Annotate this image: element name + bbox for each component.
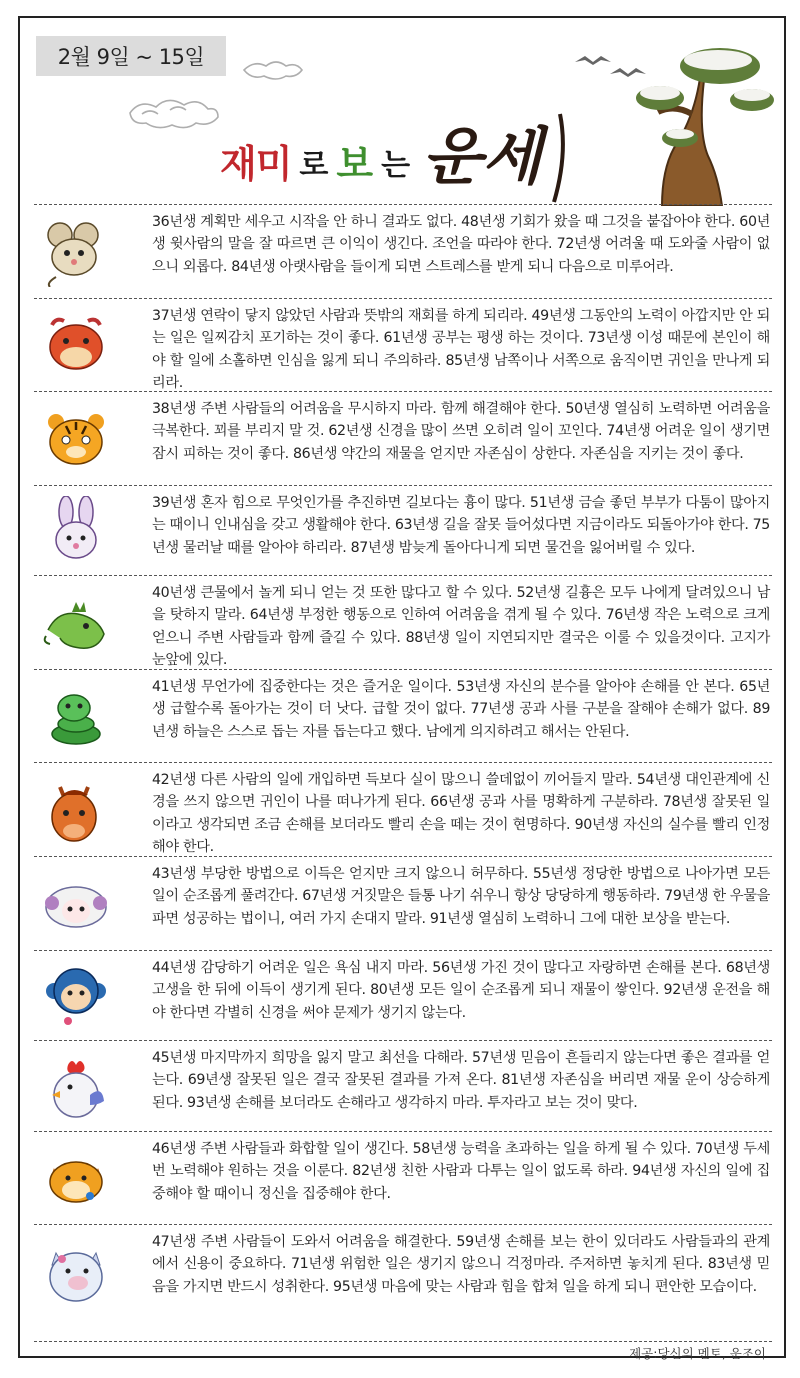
title-part-1: 재미 xyxy=(220,142,292,186)
entry-text: 46년생 주변 사람들과 화합할 일이 생긴다. 58년생 능력을 초과하는 일을 하게 될 수 있다. 70년생 두세 번 노력해야 원하는 것을 이룬다. 82년생 친한 사람과 다투는 일이 없도록 하라. 94년생 자신의 일에 집중해야 할 때이니 정신을 집중해야 한다. xyxy=(152,1141,770,1202)
title-part-3: 보 xyxy=(336,142,374,186)
ox-icon xyxy=(42,311,110,379)
divider xyxy=(34,1341,772,1342)
entry-sheep xyxy=(34,856,772,950)
rabbit-icon xyxy=(42,496,110,564)
bird-icon xyxy=(575,56,646,77)
dog-icon xyxy=(42,1146,110,1214)
entry-text: 47년생 주변 사람들이 도와서 어려움을 해결한다. 59년생 손해를 보는 한이 있더라도 사람들과의 관계에서 신용이 중요하다. 71년생 위험한 일은 생기지 않으니 걱정마라. 주저하면 놓치게 된다. 83년생 믿음을 가지면 반드시 성취한다. 95년생 마음에 맞는 사람과 힘을 합쳐 일을 하게 되니 편안한 모습이다. xyxy=(152,1234,770,1295)
entry-text: 44년생 감당하기 어려운 일은 욕심 내지 마라. 56년생 가진 것이 많다고 자랑하면 손해를 본다. 68년생 고생을 한 뒤에 이득이 생기게 된다. 80년생 모든 일이 순조롭게 되니 재물이 쌓인다. 92년생 운전을 해야 한다면 각별히 신경을 써야 문제가 생기지 않는다. xyxy=(152,960,770,1021)
horse-icon xyxy=(42,777,110,845)
rat-icon xyxy=(42,219,110,287)
fortune-list xyxy=(34,204,772,1321)
entry-text: 36년생 계획만 세우고 시작을 안 하니 결과도 없다. 48년생 기회가 왔을 때 그것을 붙잡아야 한다. 60년생 윗사람의 말을 잘 따르면 큰 이익이 생긴다. 조언을 따라야 한다. 72년생 어려울 때 도와줄 사람이 없으니 외롭다. 84년생 아랫사람을 들이게 되면 스트레스를 받게 되니 다음으로 미루어라. xyxy=(152,214,770,275)
title-part-2: 로 xyxy=(299,148,329,183)
title-part-5: 운세 xyxy=(422,120,542,193)
entry-rat xyxy=(34,204,772,298)
entry-snake xyxy=(34,669,772,762)
pig-icon xyxy=(42,1239,110,1307)
rooster-icon xyxy=(42,1055,110,1123)
entry-text: 43년생 부당한 방법으로 이득은 얻지만 크지 않으니 허무하다. 55년생 정당한 방법으로 나아가면 모든 일이 순조롭게 풀려간다. 67년생 거짓말은 들통 나기 쉬우니 항상 당당하게 행동하라. 79년생 한 우물을 파면 성공하는 법이니, 여러 가지 손대지 말라. 91년생 열심히 노력하니 그에 대한 보상을 받는다. xyxy=(152,866,770,927)
dragon-icon xyxy=(42,590,110,658)
entry-ox xyxy=(34,298,772,391)
entry-text: 39년생 혼자 힘으로 무엇인가를 추진하면 길보다는 흉이 많다. 51년생 금슬 좋던 부부가 다툼이 많아지는 때이니 인내심을 갖고 생활해야 한다. 63년생 길을 잘못 들어섰다면 지금이라도 되돌아가야 한다. 75년생 물러날 때를 알아야 하리라. 87년생 밤늦게 돌아다니게 되면 물건을 잃어버릴 수 있다. xyxy=(152,495,770,556)
entry-horse xyxy=(34,762,772,856)
entry-text: 42년생 다른 사람의 일에 개입하면 득보다 실이 많으니 쓸데없이 끼어들지 말라. 54년생 대인관계에 신경을 쓰지 않으면 귀인이 나를 떠나가게 된다. 66년생 공과 사를 명확하게 구분하라. 78년생 잘못된 일이라고 생각되면 조금 손해를 보더라도 빨리 손을 떼는 것이 현명하다. 90년생 자신의 실수를 빨리 인정해야 한다. xyxy=(152,772,770,856)
date-range-label: 2월 9일 ~ 15일 xyxy=(36,36,226,76)
entry-rooster xyxy=(34,1040,772,1131)
entry-text: 37년생 연락이 닿지 않았던 사람과 뜻밖의 재회를 하게 되리라. 49년생 그동안의 노력이 아깝지만 안 되는 일은 일찌감치 포기하는 것이 좋다. 61년생 공부는 평생 하는 것이다. 73년생 이성 때문에 본인이 해야 할 일에 소홀하면 인심을 잃게 되니 주의하라. 85년생 남쪽이나 서쪽으로 움직이면 귀인을 만나게 되리라. xyxy=(152,308,770,392)
brush-stroke xyxy=(554,114,563,202)
credit-text: 제공:당신의 멘토, 운조이 xyxy=(629,1346,766,1361)
entry-text: 41년생 무언가에 집중한다는 것은 즐거운 일이다. 53년생 자신의 분수를 알아야 손해를 안 본다. 65년생 급할수록 돌아가는 것이 더 낫다. 급할 것이 없다. 77년생 공과 사를 구분을 잘해야 손해가 없다. 89년생 하늘은 스스로 돕는 자를 돕는다고 했다. 남에게 의지하려고 해서는 안된다. xyxy=(152,679,770,740)
entry-pig xyxy=(34,1224,772,1321)
tiger-icon xyxy=(42,406,110,474)
entry-monkey xyxy=(34,950,772,1040)
entry-tiger xyxy=(34,391,772,485)
title-part-4: 는 xyxy=(381,148,411,183)
entry-text: 45년생 마지막까지 희망을 잃지 말고 최선을 다해라. 57년생 믿음이 흔들리지 않는다면 좋은 결과를 얻는다. 69년생 잘못된 일은 결국 잘못된 결과를 가져 온다. 81년생 자존심을 버리면 재물 운이 상승하게 된다. 93년생 손해를 보더라도 손해라고 생각하지 마라. 투자라고 보는 것이 맞다. xyxy=(152,1050,770,1111)
entry-dragon xyxy=(34,575,772,669)
entry-text: 40년생 큰물에서 놀게 되니 얻는 것 또한 많다고 할 수 있다. 52년생 길흉은 모두 나에게 달려있으니 남을 탓하지 말라. 64년생 부정한 행동으로 인하여 어려움을 겪게 될 수 있다. 76년생 작은 노력으로 크게 얻으니 주변 사람들과 함께 즐길 수 있다. 88년생 일이 지연되지만 결국은 이룰 수 있을것이다. 고지가 눈앞에 있다. xyxy=(152,585,770,669)
entry-rabbit xyxy=(34,485,772,575)
entry-dog xyxy=(34,1131,772,1224)
entry-text: 38년생 주변 사람들의 어려움을 무시하지 마라. 함께 해결해야 한다. 50년생 열심히 노력하면 어려움을 극복한다. 꾀를 부리지 말 것. 62년생 신경을 많이 쓰면 오히려 일이 꼬인다. 74년생 어려운 일이 생기면 잠시 피하는 것이 좋다. 86년생 약간의 재물을 얻지만 자존심이 상한다. 자존심을 지키는 것이 좋다. xyxy=(152,401,770,462)
page-title xyxy=(220,118,542,193)
fortune-page xyxy=(18,16,786,1361)
sheep-icon xyxy=(42,871,110,939)
snake-icon xyxy=(42,684,110,752)
pine-tree-icon xyxy=(636,48,774,206)
monkey-icon xyxy=(42,961,110,1029)
